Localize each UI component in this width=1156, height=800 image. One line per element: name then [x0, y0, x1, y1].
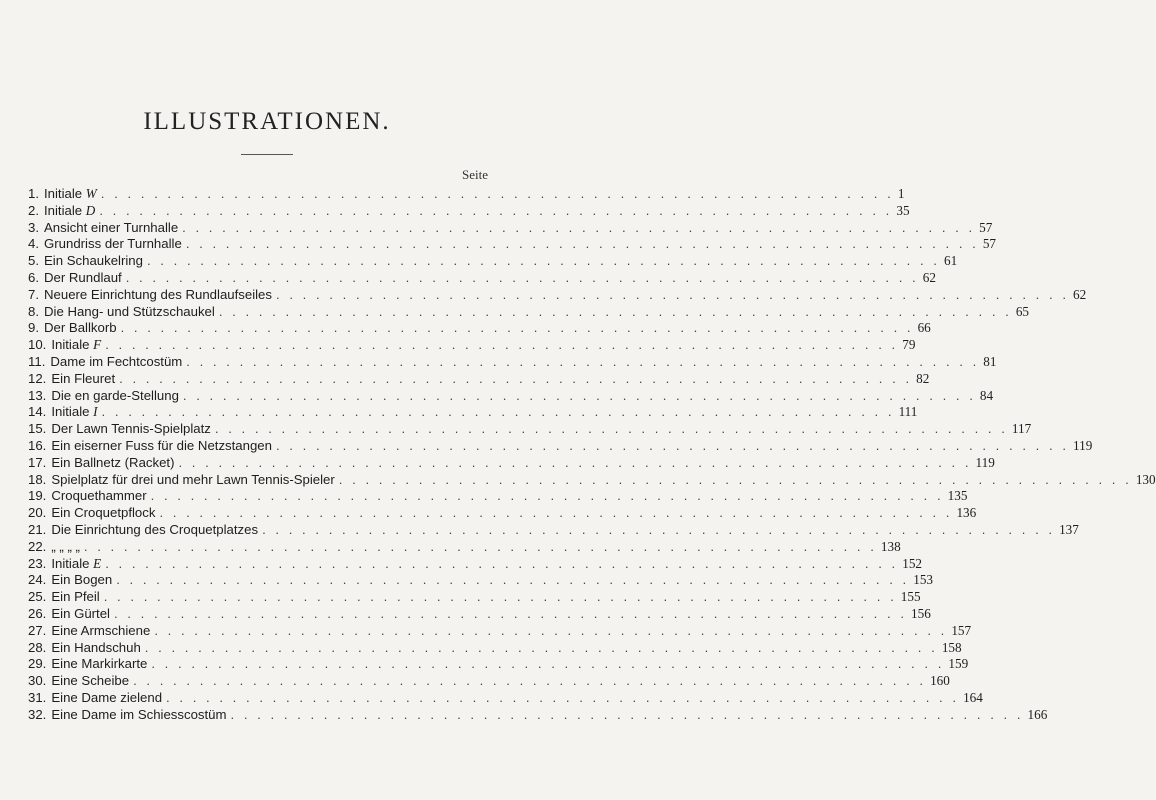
entry-number: 17.	[28, 454, 47, 470]
entry-number: 6.	[28, 269, 39, 285]
entry-page-number: 138	[880, 538, 901, 554]
entry-number: 20.	[28, 505, 47, 521]
entry-title: Ein Croquetpflock	[51, 505, 156, 521]
leader-dots: . . . . . . . . . . . . . . . . . . . . . . . . . . . . . . . . . . . . . . . . . . . . . . . . . . . . . . . . . . . .	[218, 303, 1012, 319]
entry-title: Die Einrichtung des Croquetplatzes	[51, 521, 259, 537]
entry-page-number: 158	[941, 639, 962, 655]
entry-title: Initiale D	[44, 202, 96, 218]
entry-initial-letter: F	[93, 337, 102, 353]
entry-number: 10.	[28, 337, 47, 353]
leader-dots: . . . . . . . . . . . . . . . . . . . . . . . . . . . . . . . . . . . . . . . . . . . . . . . . . . . . . . . . . . . .	[105, 337, 899, 353]
toc-entry	[28, 605, 931, 623]
entry-page-number: 84	[979, 387, 994, 403]
toc-entry	[28, 404, 918, 421]
leader-dots: . . . . . . . . . . . . . . . . . . . . . . . . . . . . . . . . . . . . . . . . . . . . . . . . . . . . . . . . . . . .	[186, 353, 980, 369]
leader-dots: . . . . . . . . . . . . . . . . . . . . . . . . . . . . . . . . . . . . . . . . . . . . . . . . . . . . . . . . . . . .	[154, 622, 948, 638]
entry-number: 29.	[28, 656, 47, 672]
leader-dots: . . . . . . . . . . . . . . . . . . . . . . . . . . . . . . . . . . . . . . . . . . . . . . . . . . . . . . . . . . . .	[83, 538, 877, 554]
entry-page-number: 57	[982, 236, 997, 252]
toc-entry	[28, 689, 983, 707]
leader-dots: . . . . . . . . . . . . . . . . . . . . . . . . . . . . . . . . . . . . . . . . . . . . . . . . . . . . . . . . . . . .	[151, 656, 945, 672]
entry-page-number: 157	[951, 622, 972, 638]
toc-entry	[28, 370, 930, 388]
entry-title: Ein Schaukelring	[44, 253, 143, 269]
entry-title: Der Rundlauf	[44, 269, 122, 285]
entry-page-number: 159	[948, 656, 969, 672]
entry-number: 11.	[28, 353, 46, 369]
entry-initial-letter: I	[93, 404, 98, 420]
leader-dots: . . . . . . . . . . . . . . . . . . . . . . . . . . . . . . . . . . . . . . . . . . . . . . . . . . . . . . . . . . . .	[103, 589, 897, 605]
leader-dots: . . . . . . . . . . . . . . . . . . . . . . . . . . . . . . . . . . . . . . . . . . . . . . . . . . . . . . . . . . . .	[182, 387, 976, 403]
leader-dots: . . . . . . . . . . . . . . . . . . . . . . . . . . . . . . . . . . . . . . . . . . . . . . . . . . . . . . . . . . . .	[100, 186, 894, 201]
leader-dots: . . . . . . . . . . . . . . . . . . . . . . . . . . . . . . . . . . . . . . . . . . . . . . . . . . . . . . . . . . . .	[159, 505, 953, 521]
toc-entry	[28, 219, 993, 237]
entry-title: „ „ „ „	[51, 538, 80, 554]
entry-title: Die Hang- und Stützschaukel	[44, 303, 215, 319]
entry-page-number: 65	[1015, 303, 1030, 319]
entry-page-number: 1	[897, 186, 905, 201]
entry-number: 28.	[28, 639, 47, 655]
leader-dots: . . . . . . . . . . . . . . . . . . . . . . . . . . . . . . . . . . . . . . . . . . . . . . . . . . . . . . . . . . . .	[275, 437, 1069, 453]
toc-entry	[28, 253, 958, 270]
entry-number: 4.	[28, 236, 39, 252]
entry-number: 13.	[28, 387, 47, 403]
entry-title: Croquethammer	[51, 488, 147, 504]
entry-title: Ein Handschuh	[51, 639, 141, 655]
toc-entry	[28, 303, 1030, 321]
leader-dots: . . . . . . . . . . . . . . . . . . . . . . . . . . . . . . . . . . . . . . . . . . . . . . . . . . . . . . . . . . . .	[185, 236, 979, 252]
entry-title: Die en garde-Stellung	[51, 387, 179, 403]
entry-number: 16.	[28, 437, 47, 453]
entry-title: Initiale W	[44, 186, 97, 201]
entry-number: 21.	[28, 521, 47, 537]
toc-entry	[28, 538, 901, 556]
toc-entry	[28, 706, 1048, 724]
leader-dots: . . . . . . . . . . . . . . . . . . . . . . . . . . . . . . . . . . . . . . . . . . . . . . . . . . . . . . . . . . . .	[276, 286, 1070, 302]
entry-number: 12.	[28, 370, 47, 386]
toc-entry	[28, 572, 933, 589]
entry-page-number: 57	[979, 219, 993, 235]
entry-title: Initiale I	[51, 404, 98, 420]
entry-page-number: 156	[911, 605, 931, 621]
toc-entry	[28, 505, 977, 522]
toc-entry	[28, 622, 972, 640]
leader-dots: . . . . . . . . . . . . . . . . . . . . . . . . . . . . . . . . . . . . . . . . . . . . . . . . . . . . . . . . . . . .	[230, 706, 1024, 722]
entry-page-number: 119	[975, 454, 995, 470]
entry-page-number: 130	[1135, 471, 1156, 487]
toc-entry	[28, 488, 968, 505]
toc-entry	[28, 555, 922, 573]
entry-initial-letter: D	[85, 202, 96, 218]
entry-title: Eine Armschiene	[51, 622, 151, 638]
entry-number: 31.	[28, 689, 47, 705]
entry-page-number: 61	[943, 253, 958, 269]
toc-entry	[28, 589, 921, 606]
toc-entry	[28, 437, 1093, 455]
entry-page-number: 160	[930, 673, 950, 689]
entry-page-number: 79	[902, 337, 916, 353]
toc-entry	[28, 387, 994, 405]
entry-title: Ein Gürtel	[51, 605, 110, 621]
entry-title: Der Ballkorb	[44, 320, 117, 336]
entry-title: Initiale F	[51, 337, 102, 353]
entry-number: 32.	[28, 706, 47, 722]
entry-page-number: 135	[947, 488, 968, 504]
entry-title: Ein Pfeil	[51, 589, 100, 605]
entry-page-number: 117	[1011, 421, 1032, 437]
toc-entry	[28, 236, 997, 253]
entry-initial-letter: E	[93, 555, 102, 571]
entry-page-number: 35	[896, 202, 910, 218]
leader-dots: . . . . . . . . . . . . . . . . . . . . . . . . . . . . . . . . . . . . . . . . . . . . . . . . . . . . . . . . . . . .	[116, 572, 910, 588]
entry-title: Eine Scheibe	[51, 673, 130, 689]
leader-dots: . . . . . . . . . . . . . . . . . . . . . . . . . . . . . . . . . . . . . . . . . . . . . . . . . . . . . . . . . . . .	[166, 689, 960, 705]
entry-page-number: 119	[1073, 437, 1093, 453]
leader-dots: . . . . . . . . . . . . . . . . . . . . . . . . . . . . . . . . . . . . . . . . . . . . . . . . . . . . . . . . . . . .	[150, 488, 944, 504]
leader-dots: . . . . . . . . . . . . . . . . . . . . . . . . . . . . . . . . . . . . . . . . . . . . . . . . . . . . . . . . . . . .	[144, 639, 938, 655]
leader-dots: . . . . . . . . . . . . . . . . . . . . . . . . . . . . . . . . . . . . . . . . . . . . . . . . . . . . . . . . . . . .	[146, 253, 940, 269]
entry-title: Grundriss der Turnhalle	[44, 236, 182, 252]
leader-dots: . . . . . . . . . . . . . . . . . . . . . . . . . . . . . . . . . . . . . . . . . . . . . . . . . . . . . . . . . . . .	[105, 555, 899, 571]
entry-number: 27.	[28, 622, 47, 638]
entry-title: Ein Fleuret	[51, 370, 116, 386]
leader-dots: . . . . . . . . . . . . . . . . . . . . . . . . . . . . . . . . . . . . . . . . . . . . . . . . . . . . . . . . . . . .	[133, 673, 927, 689]
leader-dots: . . . . . . . . . . . . . . . . . . . . . . . . . . . . . . . . . . . . . . . . . . . . . . . . . . . . . . . . . . . .	[338, 471, 1132, 487]
toc-entry	[28, 656, 969, 673]
toc-entry	[28, 673, 950, 690]
page-title: ILLUSTRATIONEN.	[143, 108, 391, 135]
leader-dots: . . . . . . . . . . . . . . . . . . . . . . . . . . . . . . . . . . . . . . . . . . . . . . . . . . . . . . . . . . . .	[182, 219, 976, 235]
entry-number: 1.	[28, 186, 39, 201]
leader-dots: . . . . . . . . . . . . . . . . . . . . . . . . . . . . . . . . . . . . . . . . . . . . . . . . . . . . . . . . . . . .	[125, 269, 919, 285]
entry-number: 2.	[28, 202, 39, 218]
leader-dots: . . . . . . . . . . . . . . . . . . . . . . . . . . . . . . . . . . . . . . . . . . . . . . . . . . . . . . . . . . . .	[120, 320, 914, 336]
entry-page-number: 66	[917, 320, 931, 336]
leader-dots: . . . . . . . . . . . . . . . . . . . . . . . . . . . . . . . . . . . . . . . . . . . . . . . . . . . . . . . . . . . .	[214, 421, 1008, 437]
entry-number: 30.	[28, 673, 47, 689]
entry-page-number: 166	[1027, 706, 1048, 722]
entry-page-number: 81	[983, 353, 997, 369]
leader-dots: . . . . . . . . . . . . . . . . . . . . . . . . . . . . . . . . . . . . . . . . . . . . . . . . . . . . . . . . . . . .	[262, 521, 1056, 537]
entry-number: 23.	[28, 555, 47, 571]
toc-entry	[28, 454, 995, 472]
entry-number: 19.	[28, 488, 47, 504]
toc-entry	[28, 471, 1156, 489]
entry-number: 7.	[28, 286, 39, 302]
entry-title: Initiale E	[51, 555, 102, 571]
toc-entry	[28, 521, 1079, 539]
leader-dots: . . . . . . . . . . . . . . . . . . . . . . . . . . . . . . . . . . . . . . . . . . . . . . . . . . . . . . . . . . . .	[99, 202, 893, 218]
toc-entry	[28, 639, 962, 657]
entry-number: 9.	[28, 320, 39, 336]
entry-page-number: 164	[963, 689, 983, 705]
entry-number: 5.	[28, 253, 39, 269]
leader-dots: . . . . . . . . . . . . . . . . . . . . . . . . . . . . . . . . . . . . . . . . . . . . . . . . . . . . . . . . . . . .	[119, 370, 913, 386]
toc-entry	[28, 269, 936, 287]
toc-entry	[28, 337, 916, 354]
entry-number: 18.	[28, 471, 47, 487]
entry-page-number: 82	[916, 370, 930, 386]
entry-page-number: 62	[922, 269, 936, 285]
entry-title: Eine Markirkarte	[51, 656, 148, 672]
toc-entry	[28, 186, 905, 203]
entry-title: Neuere Einrichtung des Rundlaufseiles	[44, 286, 272, 302]
entry-number: 3.	[28, 219, 39, 235]
title-divider	[241, 154, 293, 155]
entry-title: Ein Ballnetz (Racket)	[51, 454, 175, 470]
entry-number: 22.	[28, 538, 47, 554]
entry-number: 14.	[28, 404, 47, 420]
entry-number: 8.	[28, 303, 39, 319]
toc-entry	[28, 286, 1087, 304]
illustration-list	[28, 186, 1156, 724]
entry-title: Dame im Fechtcostüm	[50, 353, 183, 369]
entry-page-number: 137	[1059, 521, 1079, 537]
toc-entry	[28, 202, 910, 220]
entry-number: 26.	[28, 605, 47, 621]
toc-entry	[28, 421, 1032, 438]
entry-title: Ansicht einer Turnhalle	[44, 219, 179, 235]
entry-number: 25.	[28, 589, 47, 605]
entry-title: Eine Dame zielend	[51, 689, 163, 705]
entry-page-number: 136	[956, 505, 977, 521]
leader-dots: . . . . . . . . . . . . . . . . . . . . . . . . . . . . . . . . . . . . . . . . . . . . . . . . . . . . . . . . . . . .	[113, 605, 907, 621]
page-column-header: Seite	[462, 167, 488, 182]
entry-number: 24.	[28, 572, 47, 588]
leader-dots: . . . . . . . . . . . . . . . . . . . . . . . . . . . . . . . . . . . . . . . . . . . . . . . . . . . . . . . . . . . .	[101, 404, 895, 420]
entry-title: Ein eiserner Fuss für die Netzstangen	[51, 437, 272, 453]
entry-page-number: 152	[902, 555, 922, 571]
entry-page-number: 153	[913, 572, 933, 588]
entry-page-number: 111	[898, 404, 918, 420]
entry-page-number: 155	[900, 589, 921, 605]
entry-title: Der Lawn Tennis-Spielplatz	[51, 421, 211, 437]
entry-page-number: 62	[1073, 286, 1087, 302]
toc-entry	[28, 353, 997, 371]
entry-initial-letter: W	[85, 186, 97, 201]
leader-dots: . . . . . . . . . . . . . . . . . . . . . . . . . . . . . . . . . . . . . . . . . . . . . . . . . . . . . . . . . . . .	[178, 454, 972, 470]
entry-title: Ein Bogen	[51, 572, 113, 588]
entry-title: Eine Dame im Schiesscostüm	[51, 706, 227, 722]
entry-title: Spielplatz für drei und mehr Lawn Tennis-Spieler	[51, 471, 335, 487]
toc-entry	[28, 320, 931, 337]
entry-number: 15.	[28, 421, 47, 437]
